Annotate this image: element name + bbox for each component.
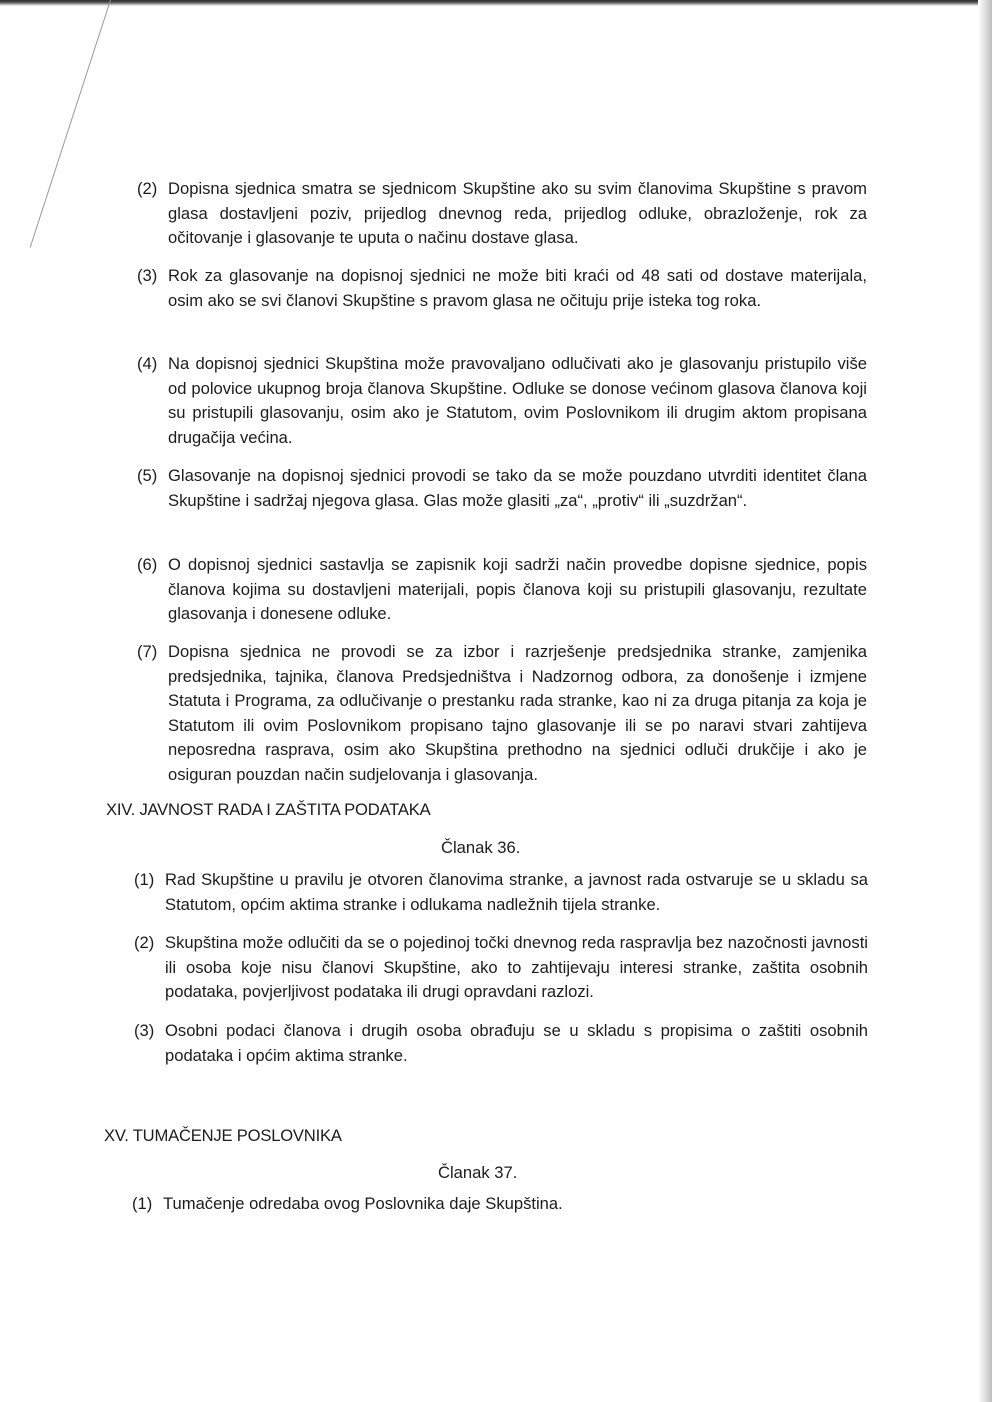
article-37-title: Članak 37. — [438, 1163, 518, 1182]
paragraph-number: (3) — [134, 1021, 155, 1040]
paragraph-6 — [137, 553, 867, 627]
paragraph-text: Tumačenje odredaba ovog Poslovnika daje Skupština. — [163, 1194, 563, 1213]
paragraph-7 — [137, 640, 867, 788]
paragraph-number: (4) — [137, 354, 158, 373]
paragraph-text: Dopisna sjednica ne provodi se za izbor i razrješenje predsjednika stranke, zamjenika predsjednika, tajnika, članova Predsjedništva i Nadzornog odbora, za donošenje i izmjene Statuta i Programa, za odlučivanje o prestanku rada stranke, kao ni za druga pitanja za koja je Statutom ili ovim Poslovnikom propisano tajno glasovanje ili se po naravi stvari zahtijeva neposredna rasprava, osim ako Skupština prethodno na sjednici odluči drukčije i ako je osiguran pouzdan način sudjelovanja i glasovanja. — [168, 642, 867, 784]
paragraph-number: (2) — [134, 933, 155, 952]
paragraph-number: (1) — [132, 1194, 153, 1213]
paragraph-text: Osobni podaci članova i drugih osoba obrađuju se u skladu s propisima o zaštiti osobnih podataka i općim aktima stranke. — [165, 1021, 868, 1065]
paragraph-number: (2) — [137, 179, 158, 198]
paragraph-text: Na dopisnoj sjednici Skupština može pravovaljano odlučivati ako je glasovanju pristupilo više od polovice ukupnog broja članova Skupštine. Odluke se donose većinom glasova članova koji su pristupili glasovanju, osim ako je Statutom, ovim Poslovnikom ili drugim aktom propisana drugačija većina. — [168, 354, 867, 447]
paragraph-number: (6) — [137, 555, 158, 574]
article-36-paragraph-2 — [134, 931, 868, 1005]
paragraph-number: (3) — [137, 266, 158, 285]
paragraph-3 — [137, 264, 867, 313]
article-37-paragraph-1 — [132, 1192, 866, 1217]
paragraph-text: Glasovanje na dopisnoj sjednici provodi se tako da se može pouzdano utvrditi identitet člana Skupštine i sadržaj njegova glasa. Glas može glasiti „za“, „protiv“ ili „suzdržan“. — [168, 466, 867, 510]
article-36-title: Članak 36. — [441, 838, 521, 857]
paragraph-5 — [137, 464, 867, 513]
paragraph-text: Skupština može odlučiti da se o pojedinoj točki dnevnog reda raspravlja bez nazočnosti javnosti ili osoba koje nisu članovi Skupštine, ako to zahtijevaju interesi stranke, zaštita osobnih podataka, povjerljivost podataka ili drugi opravdani razlozi. — [165, 933, 868, 1002]
paragraph-text: Rad Skupštine u pravilu je otvoren članovima stranke, a javnost rada ostvaruje se u skladu sa Statutom, općim aktima stranke i odlukama nadležnih tijela stranke. — [165, 870, 868, 914]
paragraph-4 — [137, 352, 867, 450]
paragraph-text: Rok za glasovanje na dopisnoj sjednici ne može biti kraći od 48 sati od dostave materijala, osim ako se svi članovi Skupštine s pravom glasa ne očituju prije isteka tog roka. — [168, 266, 867, 310]
paragraph-number: (5) — [137, 466, 158, 485]
paragraph-2 — [137, 177, 867, 251]
section-heading-xiv: XIV. JAVNOST RADA I ZAŠTITA PODATAKA — [106, 800, 431, 819]
paragraph-text: O dopisnoj sjednici sastavlja se zapisnik koji sadrži način provedbe dopisne sjednice, popis članova kojima su dostavljeni materijali, popis članova koji su pristupili glasovanju, rezultate glasovanja i donesene odluke. — [168, 555, 867, 624]
paragraph-number: (1) — [134, 870, 155, 889]
paragraph-number: (7) — [137, 642, 158, 661]
article-36-paragraph-1 — [134, 868, 868, 917]
article-36-paragraph-3 — [134, 1019, 868, 1068]
section-heading-xv: XV. TUMAČENJE POSLOVNIKA — [104, 1126, 342, 1145]
paragraph-text: Dopisna sjednica smatra se sjednicom Skupštine ako su svim članovima Skupštine s pravom glasa dostavljeni poziv, prijedlog dnevnog reda, prijedlog odluke, obrazloženje, rok za očitovanje i glasovanje te uputa o načinu dostave glasa. — [168, 179, 867, 248]
